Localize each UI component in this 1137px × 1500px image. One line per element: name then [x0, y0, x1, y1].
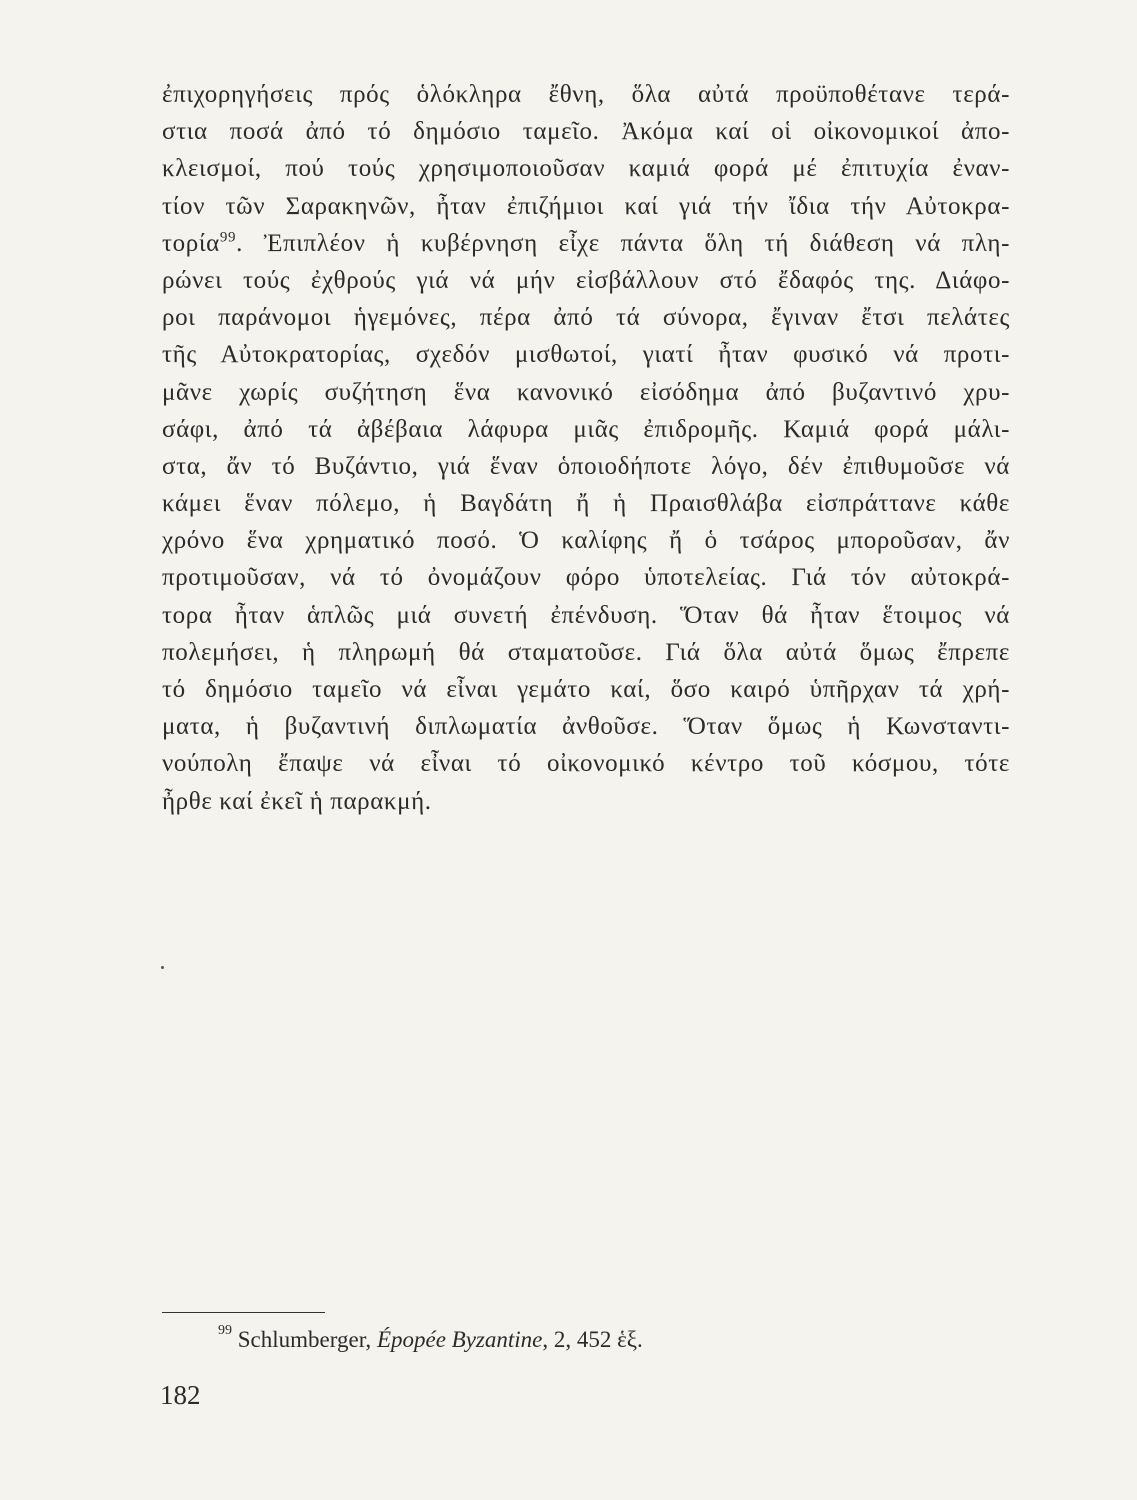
footnote [218, 1323, 643, 1353]
line-text: στια ποσά ἀπό τό δημόσιο ταμεῖο. Ἀκόμα καί οἱ οἰκονομικοί ἀπο- [162, 118, 1010, 146]
text-line [162, 336, 1010, 373]
text-line [162, 150, 1010, 187]
text-line [162, 188, 1010, 225]
text-line [162, 597, 1010, 634]
text-line [162, 708, 1010, 745]
line-text: νούπολη ἔπαψε νά εἶναι τό οἰκονομικό κέντρο τοῦ κόσμου, τότε [162, 750, 1010, 778]
footnote-separator [162, 1312, 325, 1313]
line-text: ρώνει τούς ἐχθρούς γιά νά μήν εἰσβάλλουν στό ἔδαφός της. Διάφο- [162, 266, 1010, 294]
line-segment [162, 225, 1010, 262]
line-text: ἐπιχορηγήσεις πρός ὁλόκληρα ἔθνη, ὅλα αὐτά προϋποθέτανε τερά- [162, 81, 1010, 108]
text-line [162, 485, 1010, 522]
footnote-title: Épopée Byzantine [376, 1327, 543, 1352]
line-text: στα, ἄν τό Βυζάντιο, γιά ἕναν ὁποιοδήποτε λόγο, δέν ἐπιθυμοῦσε νά [162, 452, 1010, 480]
text-line [162, 76, 1010, 113]
main-paragraph [162, 76, 1010, 820]
line-text: ἦρθε καί ἐκεῖ ἡ παρακμή. [162, 787, 432, 815]
footnote-rest: , 2, 452 ἑξ. [542, 1327, 643, 1352]
page-number: 182 [160, 1380, 201, 1410]
line-text: προτιμοῦσαν, νά τό ὀνομάζουν φόρο ὑποτελείας. Γιά τόν αὐτοκρά- [162, 564, 1010, 592]
line-text: ματα, ἡ βυζαντινή διπλωματία ἀνθοῦσε. Ὅταν ὅμως ἡ Κωνσταντι- [162, 713, 1010, 741]
line-text: τῆς Αὐτοκρατορίας, σχεδόν μισθωτοί, γιατί ἦταν φυσικό νά προτι- [162, 341, 1010, 369]
text-line [162, 299, 1010, 336]
footnote-author: Schlumberger, [237, 1327, 377, 1352]
line-text: σάφι, ἀπό τά ἀβέβαια λάφυρα μιᾶς ἐπιδρομῆς. Καμιά φορά μάλι- [162, 415, 1010, 443]
paper-speck [161, 966, 164, 969]
line-text: τορα ἦταν ἁπλῶς μιά συνετή ἐπένδυση. Ὅταν θά ἦταν ἕτοιμος νά [162, 601, 1010, 629]
text-line [162, 374, 1010, 411]
text-line [162, 559, 1010, 596]
text-line [162, 745, 1010, 782]
line-text: κλεισμοί, πού τούς χρησιμοποιοῦσαν καμιά φορά μέ ἐπιτυχία ἐναν- [162, 155, 1010, 183]
text-line [162, 448, 1010, 485]
text-line-with-footnote-ref [162, 225, 1010, 262]
line-text: ροι παράνομοι ἡγεμόνες, πέρα ἀπό τά σύνορα, ἔγιναν ἔτσι πελάτες [162, 304, 1010, 332]
line-text: . Ἐπιπλέον ἡ κυβέρνηση εἶχε πάντα ὅλη τή διάθεση νά πλη- [236, 229, 1010, 257]
text-line-last [162, 783, 1010, 820]
text-line [162, 671, 1010, 708]
footnote-reference[interactable]: 99 [219, 229, 237, 246]
line-text: χρόνο ἕνα χρηματικό ποσό. Ὁ καλίφης ἤ ὁ τσάρος μποροῦσαν, ἄν [162, 527, 1010, 555]
line-text: τό δημόσιο ταμεῖο νά εἶναι γεμάτο καί, ὅσο καιρό ὑπῆρχαν τά χρή- [162, 676, 1010, 703]
text-line [162, 634, 1010, 671]
text-line [162, 411, 1010, 448]
line-text: πολεμήσει, ἡ πληρωμή θά σταματοῦσε. Γιά ὅλα αὐτά ὅμως ἔπρεπε [162, 638, 1010, 666]
text-line [162, 262, 1010, 299]
line-text: τορία [162, 229, 220, 257]
text-line [162, 113, 1010, 150]
footnote-number: 99 [218, 1323, 232, 1339]
line-text: μᾶνε χωρίς συζήτηση ἕνα κανονικό εἰσόδημα ἀπό βυζαντινό χρυ- [162, 378, 1010, 406]
line-text: τίον τῶν Σαρακηνῶν, ἦταν ἐπιζήμιοι καί γιά τήν ἴδια τήν Αὐτοκρα- [162, 192, 1010, 220]
line-text: κάμει ἕναν πόλεμο, ἡ Βαγδάτη ἤ ἡ Πραισθλάβα εἰσπράττανε κάθε [162, 490, 1010, 518]
text-line [162, 522, 1010, 559]
